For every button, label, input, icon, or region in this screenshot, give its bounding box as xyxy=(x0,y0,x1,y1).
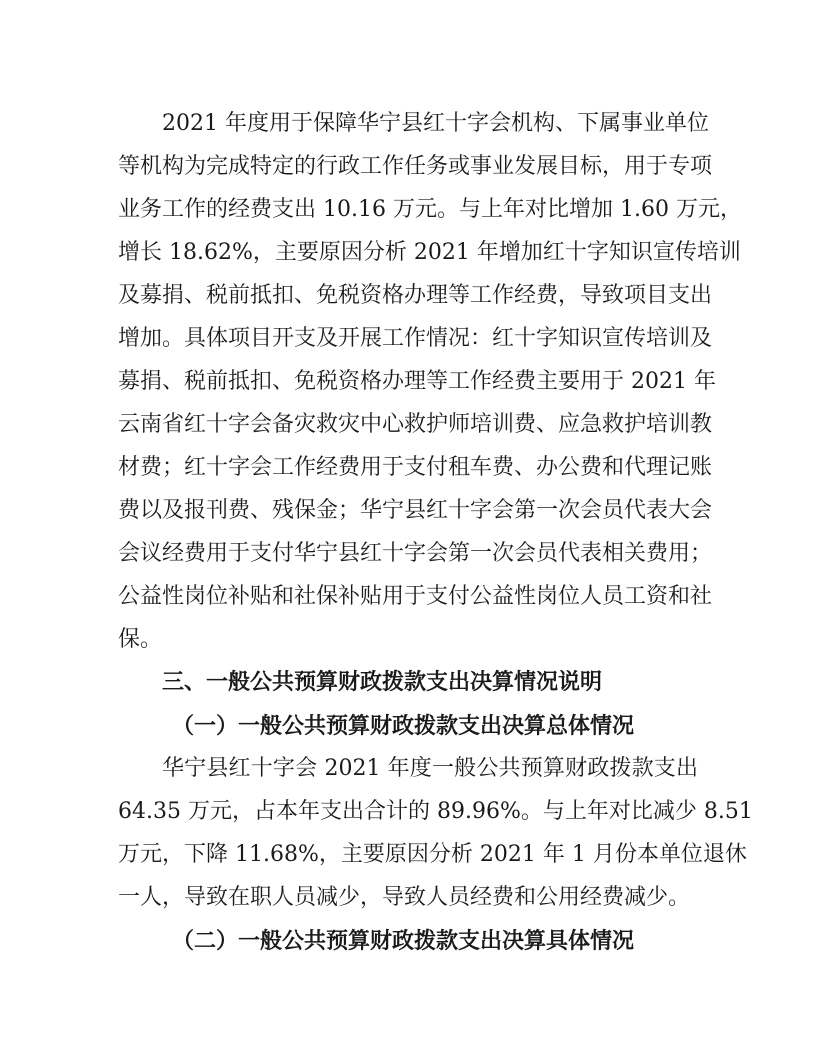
paragraph-line: 万元，下降 11.68%，主要原因分析 2021 年 1 月份本单位退休 xyxy=(118,842,747,867)
paragraph-line: 保。 xyxy=(118,627,163,652)
paragraph-line: 及募捐、税前抵扣、免税资格办理等工作经费，导致项目支出 xyxy=(118,283,713,308)
paragraph-line: 业务工作的经费支出 10.16 万元。与上年对比增加 1.60 万元， xyxy=(118,197,742,222)
paragraph-line: 会议经费用于支付华宁县红十字会第一次会员代表相关费用； xyxy=(118,541,713,566)
paragraph-line: 增长 18.62%，主要原因分析 2021 年增加红十字知识宣传培训 xyxy=(118,240,741,265)
paragraph-line: 2021 年度用于保障华宁县红十字会机构、下属事业单位 xyxy=(162,111,709,136)
subsection-heading: （一）一般公共预算财政拨款支出决算总体情况 xyxy=(172,713,635,739)
paragraph-line: 等机构为完成特定的行政工作任务或事业发展目标，用于专项 xyxy=(118,154,713,179)
paragraph-line: 64.35 万元，占本年支出合计的 89.96%。与上年对比减少 8.51 xyxy=(118,799,753,824)
paragraph-line: 公益性岗位补贴和社保补贴用于支付公益性岗位人员工资和社 xyxy=(118,584,713,609)
section-heading: 三、一般公共预算财政拨款支出决算情况说明 xyxy=(162,670,603,695)
paragraph-line: 募捐、税前抵扣、免税资格办理等工作经费主要用于 2021 年 xyxy=(118,369,716,394)
subsection-heading: （二）一般公共预算财政拨款支出决算具体情况 xyxy=(172,928,635,954)
paragraph-line: 费以及报刊费、残保金；华宁县红十字会第一次会员代表大会 xyxy=(118,498,713,523)
paragraph-line: 华宁县红十字会 2021 年度一般公共预算财政拨款支出 xyxy=(162,756,698,781)
paragraph-line: 增加。具体项目开支及开展工作情况：红十字知识宣传培训及 xyxy=(118,326,713,351)
paragraph-line: 一人，导致在职人员减少，导致人员经费和公用经费减少。 xyxy=(118,885,691,910)
paragraph-line: 材费；红十字会工作经费用于支付租车费、办公费和代理记账 xyxy=(118,455,713,480)
paragraph-line: 云南省红十字会备灾救灾中心救护师培训费、应急救护培训教 xyxy=(118,412,713,437)
